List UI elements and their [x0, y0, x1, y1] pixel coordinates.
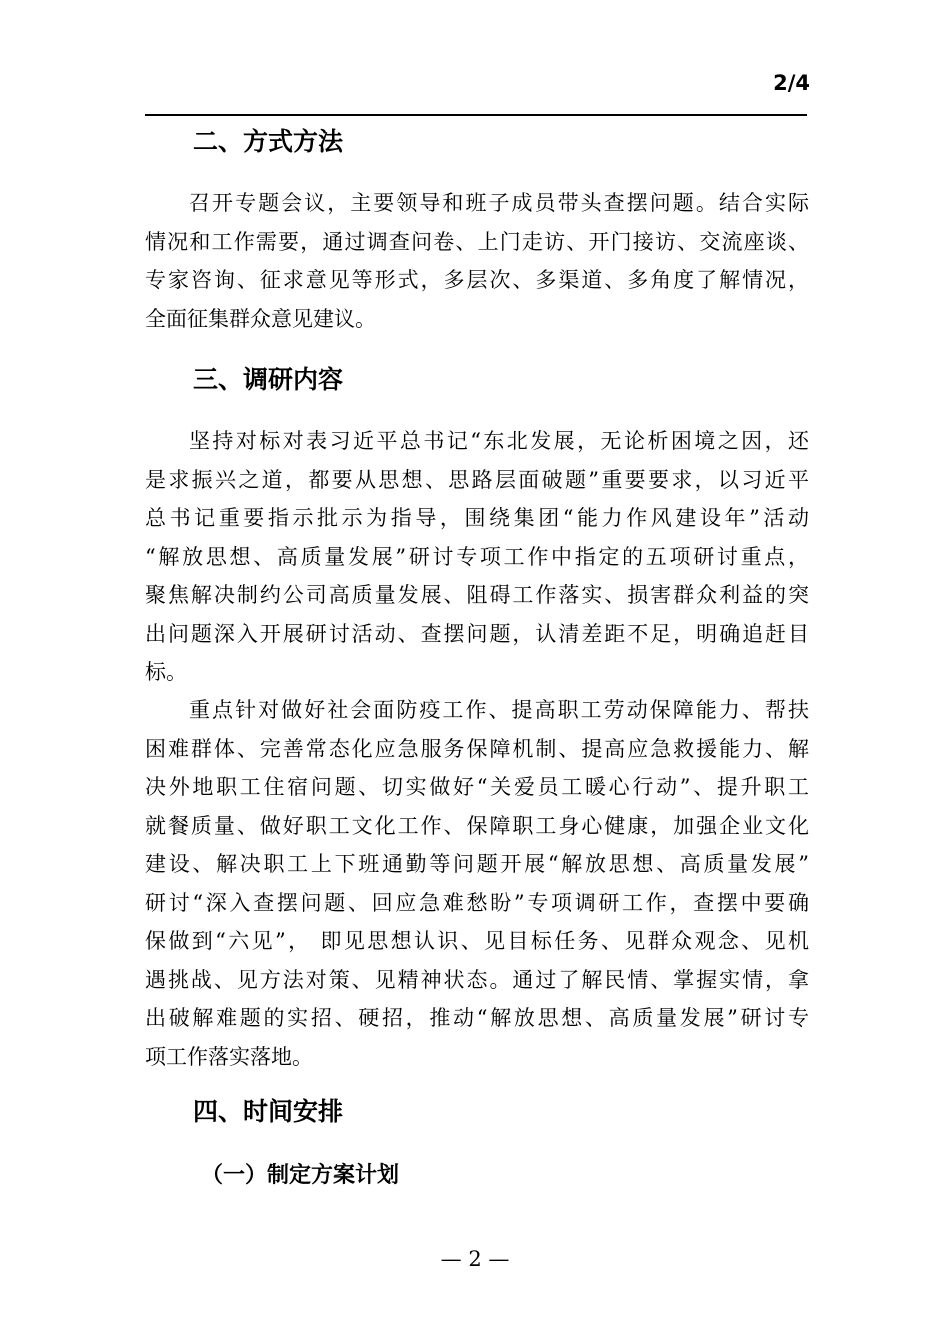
paragraph-line: 坚持对标对表习近平总书记“东北发展，无论析困境之因，还: [189, 429, 809, 453]
paragraph-research-2: [145, 691, 809, 1076]
paragraph-line: 建设、解决职工上下班通勤等问题开展“解放思想、高质量发展”: [145, 852, 809, 876]
paragraph-line: 情况和工作需要，通过调查问卷、上门走访、开门接访、交流座谈、: [145, 229, 809, 254]
paragraph-line: 决外地职工住宿问题、切实做好“关爱员工暖心行动”、提升职工: [145, 775, 809, 799]
paragraph-line: 标。: [145, 660, 187, 684]
page-indicator: 2/4: [773, 71, 810, 95]
paragraph-line: 是求振兴之道，都要从思想、思路层面破题”重要要求，以习近平: [145, 467, 809, 492]
footer-page-number: — 2 —: [440, 1247, 510, 1271]
header-rule: [145, 114, 807, 116]
paragraph-line: 研讨“深入查摆问题、回应急难愁盼”专项调研工作，查摆中要确: [145, 890, 809, 915]
paragraph-line: 出破解难题的实招、硬招，推动“解放思想、高质量发展”研讨专: [145, 1006, 809, 1030]
paragraph-line: 保做到“六见”， 即见思想认识、见目标任务、见群众观念、见机: [145, 929, 809, 953]
paragraph-line: 出问题深入开展研讨活动、查摆问题，认清差距不足，明确追赶目: [145, 621, 809, 646]
section-heading-methods: 二、方式方法: [193, 127, 344, 156]
paragraph-research-1: [145, 422, 809, 692]
paragraph-line: 总书记重要指示批示为指导，围绕集团“能力作风建设年”活动: [145, 506, 809, 530]
paragraph-line: 聚焦解决制约公司高质量发展、阻碍工作落实、损害群众利益的突: [145, 583, 809, 607]
paragraph-line: 就餐质量、做好职工文化工作、保障职工身心健康，加强企业文化: [145, 813, 809, 838]
paragraph-line: 召开专题会议，主要领导和班子成员带头查摆问题。结合实际: [189, 191, 809, 215]
section-heading-research-content: 三、调研内容: [193, 365, 344, 394]
paragraph-line: “解放思想、高质量发展”研讨专项工作中指定的五项研讨重点，: [145, 544, 809, 569]
paragraph-line: 遇挑战、见方法对策、见精神状态。通过了解民情、掌握实情，拿: [145, 967, 809, 992]
section-heading-schedule: 四、时间安排: [193, 1097, 344, 1126]
paragraph-line: 项工作落实落地。: [145, 1044, 313, 1069]
paragraph-line: 专家咨询、征求意见等形式，多层次、多渠道、多角度了解情况，: [145, 268, 809, 292]
paragraph-line: 困难群体、完善常态化应急服务保障机制、提高应急救援能力、解: [145, 736, 809, 761]
paragraph-line: 全面征集群众意见建议。: [145, 306, 376, 331]
subsection-heading-plan: （一）制定方案计划: [201, 1163, 400, 1188]
paragraph-line: 重点针对做好社会面防疫工作、提高职工劳动保障能力、帮扶: [189, 698, 809, 722]
paragraph-methods: [145, 184, 809, 338]
